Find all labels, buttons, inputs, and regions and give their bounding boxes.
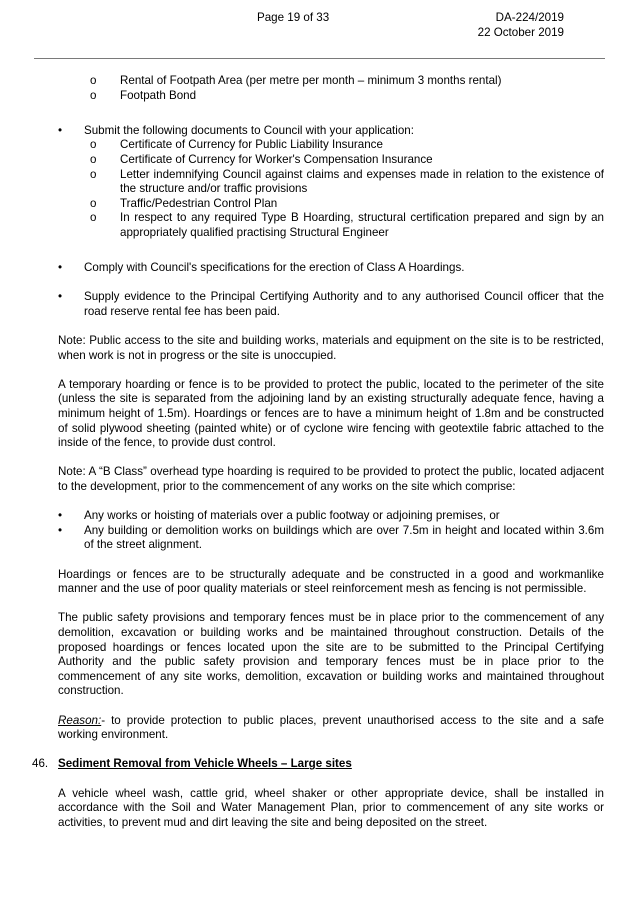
document-reference: [478, 11, 564, 40]
circle-bullet-icon: o: [90, 167, 97, 181]
circle-bullet-icon: o: [90, 74, 97, 87]
list-item: o In respect to any required Type B Hoarding, structural certification prepared and sign by an appropriately qualified practising Structural Engineer: [90, 211, 604, 239]
paragraph: A temporary hoarding or fence is to be provided to protect the public, located to the perimeter of the site (unless the site is separated from the adjoining land by an existing structurally adequate fence, having a minimum height of 1.5m). Hoardings or fences are to have a minimum height of 1.8m and be constructed of solid plywood sheeting (painted white) or of cyclone wire fencing with geotextile fabric attached to the inside of the fence, to provide dust control.: [58, 377, 604, 450]
bullet-icon: •: [58, 509, 63, 523]
list-item: o Certificate of Currency for Worker's Compensation Insurance: [90, 152, 433, 166]
header-divider: [34, 58, 605, 59]
paragraph: Note: Public access to the site and building works, materials and equipment on the site is to be restricted, when work is not in progress or the site is unoccupied.: [58, 334, 604, 362]
bullet-icon: •: [58, 290, 63, 304]
bullet-icon: •: [58, 523, 63, 537]
list-item: • Comply with Council's specifications for the erection of Class A Hoardings.: [58, 261, 465, 275]
list-item: • Any building or demolition works on buildings which are over 7.5m in height and located within 3.6m of the street alignment.: [58, 523, 604, 552]
paragraph: A vehicle wheel wash, cattle grid, wheel shaker or other appropriate device, shall be installed in accordance with the Soil and Water Management Plan, prior to commencement of any site works or activities, to prevent mud and dirt leaving the site and being deposited on the street.: [58, 786, 604, 829]
report-date: 22 October 2019: [477, 25, 564, 39]
paragraph: The public safety provisions and temporary fences must be in place prior to the commencement of any demolition, excavation or building works and be maintained throughout construction. Details of the proposed hoardings or fences located upon the site are to be submitted to the Principal Certifying Authority and the public safety provision and temporary fences must be in place prior to the commencement of any site works, demolition, excavation or building works and maintained throughout construction.: [58, 611, 604, 698]
section-title: Sediment Removal from Vehicle Wheels – Large sites: [58, 757, 352, 771]
section-heading: [32, 757, 604, 772]
circle-bullet-icon: o: [90, 138, 97, 152]
circle-bullet-icon: o: [90, 196, 97, 210]
list-item: o Footpath Bond: [90, 88, 197, 102]
circle-bullet-icon: o: [90, 211, 97, 225]
reason-paragraph: [58, 714, 604, 743]
document-body: [32, 74, 604, 830]
bullet-icon: •: [58, 261, 63, 275]
application-number: DA-224/2019: [495, 11, 564, 24]
list-item: • Supply evidence to the Principal Certifying Authority and to any authorised Council officer that the road reserve rental fee has been paid.: [58, 290, 604, 318]
list-item: o Certificate of Currency for Public Liability Insurance: [90, 138, 383, 152]
list-item: • Any works or hoisting of materials over a public footway or adjoining premises, or: [58, 509, 500, 523]
reason-label: Reason:: [58, 713, 102, 727]
paragraph: Hoardings or fences are to be structurally adequate and be constructed in a good and workmanlike manner and the use of poor quality materials or steel reinforcement mesh as fencing is not permissible.: [58, 567, 604, 596]
circle-bullet-icon: o: [90, 88, 97, 102]
reason-text: - to provide protection to public places, prevent unauthorised access to the site and a safe working environment.: [58, 713, 604, 742]
page-number: Page 19 of 33: [257, 11, 330, 24]
section-number: 46.: [32, 757, 49, 771]
paragraph: Note: A “B Class” overhead type hoarding is required to be provided to protect the public, located adjacent to the development, prior to the commencement of any works on the site which comprise:: [58, 465, 604, 494]
list-item: o Letter indemnifying Council against claims and expenses made in relation to the existence of the structure and/or traffic provisions: [90, 167, 604, 196]
circle-bullet-icon: o: [90, 152, 97, 166]
list-item: • Submit the following documents to Council with your application:: [58, 123, 414, 137]
list-item: o Traffic/Pedestrian Control Plan: [90, 196, 278, 210]
list-item: o Rental of Footpath Area (per metre per month – minimum 3 months rental): [90, 74, 502, 87]
bullet-icon: •: [58, 123, 63, 137]
